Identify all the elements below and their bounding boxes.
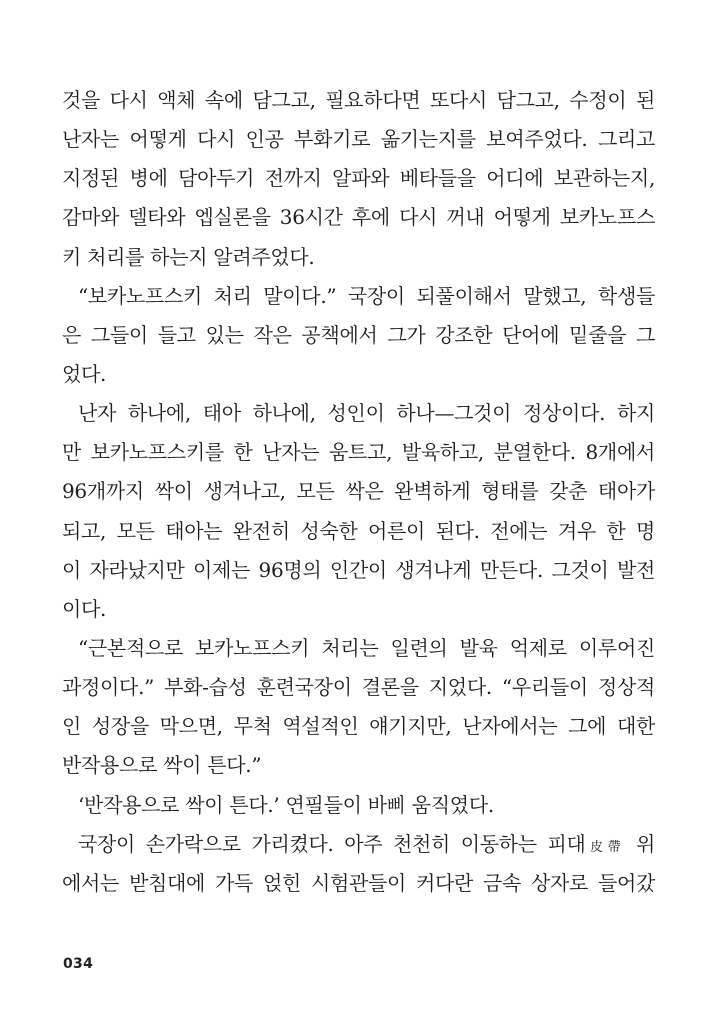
- text-line: 반작용으로 싹이 튼다.”: [62, 753, 262, 778]
- line-text-end: 위: [625, 831, 655, 856]
- text-line: 만 보카노프스키를 한 난자는 움트고, 발육하고, 분열한다. 8개에서: [62, 440, 655, 465]
- text-line: 되고, 모든 태아는 완전히 성숙한 어른이 된다. 전에는 겨우 한 명: [62, 518, 655, 543]
- text-line: 것을 다시 액체 속에 담그고, 필요하다면 또다시 담그고, 수정이 된: [62, 88, 655, 112]
- text-line: 인 성장을 막으면, 무척 역설적인 얘기지만, 난자에서는 그에 대한: [62, 714, 655, 739]
- page-body: [62, 81, 655, 903]
- line-text: 국장이 손가락으로 가리켰다. 아주 천천히 이동하는 피대: [78, 831, 586, 856]
- text-line: 이다.: [62, 596, 107, 621]
- page-number: 034: [63, 956, 94, 972]
- text-line: 에서는 받침대에 가득 얹힌 시험관들이 커다란 금속 상자로 들어갔: [62, 870, 655, 895]
- text-line: 난자는 어떻게 다시 인공 부화기로 옮기는지를 보여주었다. 그리고: [62, 127, 655, 152]
- text-line: 과정이다.” 부화-습성 훈련국장이 결론을 지었다. “우리들이 정상적: [62, 675, 655, 700]
- text-line: 지정된 병에 담아두기 전까지 알파와 베타들을 어디에 보관하는지,: [62, 166, 655, 191]
- text-line: [62, 825, 655, 864]
- hanja-annotation: 皮帶: [585, 839, 626, 855]
- text-line: 이 자라났지만 이제는 96명의 인간이 생겨나게 만든다. 그것이 발전: [62, 557, 655, 582]
- text-line: “보카노프스키 처리 말이다.” 국장이 되풀이해서 말했고, 학생들: [78, 283, 655, 308]
- text-line: ‘반작용으로 싹이 튼다.’ 연필들이 바삐 움직였다.: [78, 792, 494, 817]
- text-line: 난자 하나에, 태아 하나에, 성인이 하나—그것이 정상이다. 하지: [78, 401, 655, 426]
- text-line: 감마와 델타와 엡실론을 36시간 후에 다시 꺼내 어떻게 보카노프스: [62, 205, 655, 230]
- text-line: 키 처리를 하는지 알려주었다.: [62, 244, 315, 269]
- text-line: 은 그들이 들고 있는 작은 공책에서 그가 강조한 단어에 밑줄을 그: [62, 322, 655, 347]
- text-line: 96개까지 싹이 생겨나고, 모든 싹은 완벽하게 형태를 갖춘 태아가: [62, 479, 655, 504]
- text-line: “근본적으로 보카노프스키 처리는 일련의 발육 억제로 이루어진: [78, 635, 655, 660]
- text-line: 었다.: [62, 361, 107, 386]
